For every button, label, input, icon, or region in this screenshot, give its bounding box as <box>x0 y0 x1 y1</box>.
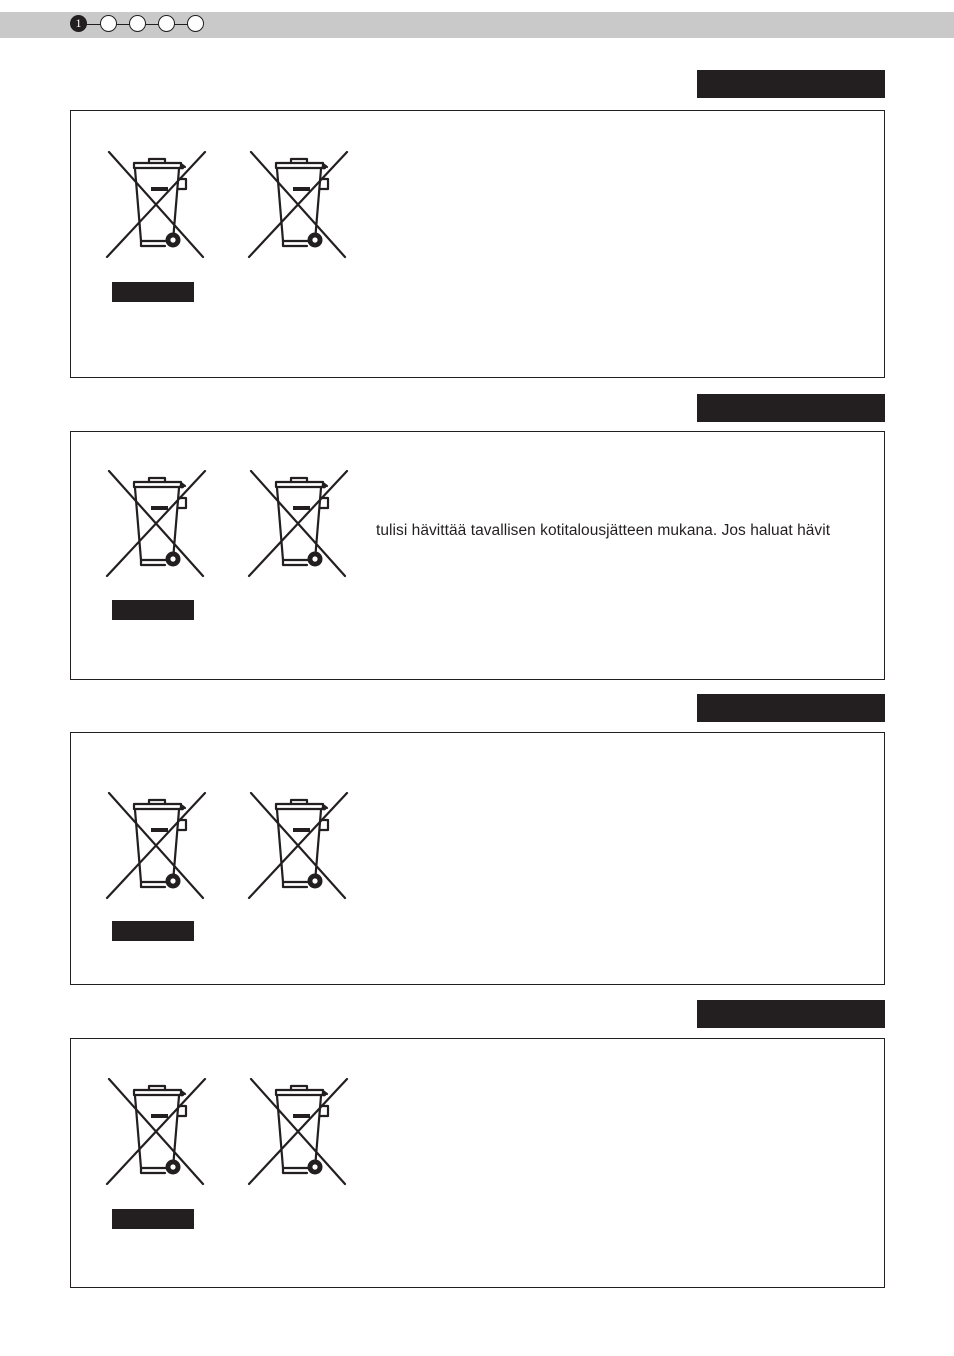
section-2-language-tab <box>697 394 885 422</box>
section-2-box <box>70 431 885 680</box>
section-2-symbol-bar <box>112 600 194 620</box>
crossed-out-wheelie-bin-icon <box>243 790 353 902</box>
step-4 <box>158 15 175 32</box>
section-4-box <box>70 1038 885 1288</box>
step-2 <box>100 15 117 32</box>
section-2-notice-text: tulisi hävittää tavallisen kotitalousjätteen mukana. Jos haluat hävit <box>376 522 831 539</box>
section-1-box <box>70 110 885 378</box>
crossed-out-wheelie-bin-icon <box>101 790 211 902</box>
section-4-symbol-bar <box>112 1209 194 1229</box>
step-indicator <box>70 15 210 35</box>
crossed-out-wheelie-bin-icon <box>101 468 211 580</box>
crossed-out-wheelie-bin-icon <box>243 149 353 261</box>
section-3-language-tab <box>697 694 885 722</box>
step-3 <box>129 15 146 32</box>
crossed-out-wheelie-bin-icon <box>101 1076 211 1188</box>
crossed-out-wheelie-bin-icon <box>243 468 353 580</box>
crossed-out-wheelie-bin-icon <box>243 1076 353 1188</box>
section-1-symbol-bar <box>112 282 194 302</box>
section-4-language-tab <box>697 1000 885 1028</box>
section-3-box <box>70 732 885 985</box>
crossed-out-wheelie-bin-icon <box>101 149 211 261</box>
section-3-symbol-bar <box>112 921 194 941</box>
step-1: 1 <box>70 15 87 32</box>
step-5 <box>187 15 204 32</box>
section-1-language-tab <box>697 70 885 98</box>
